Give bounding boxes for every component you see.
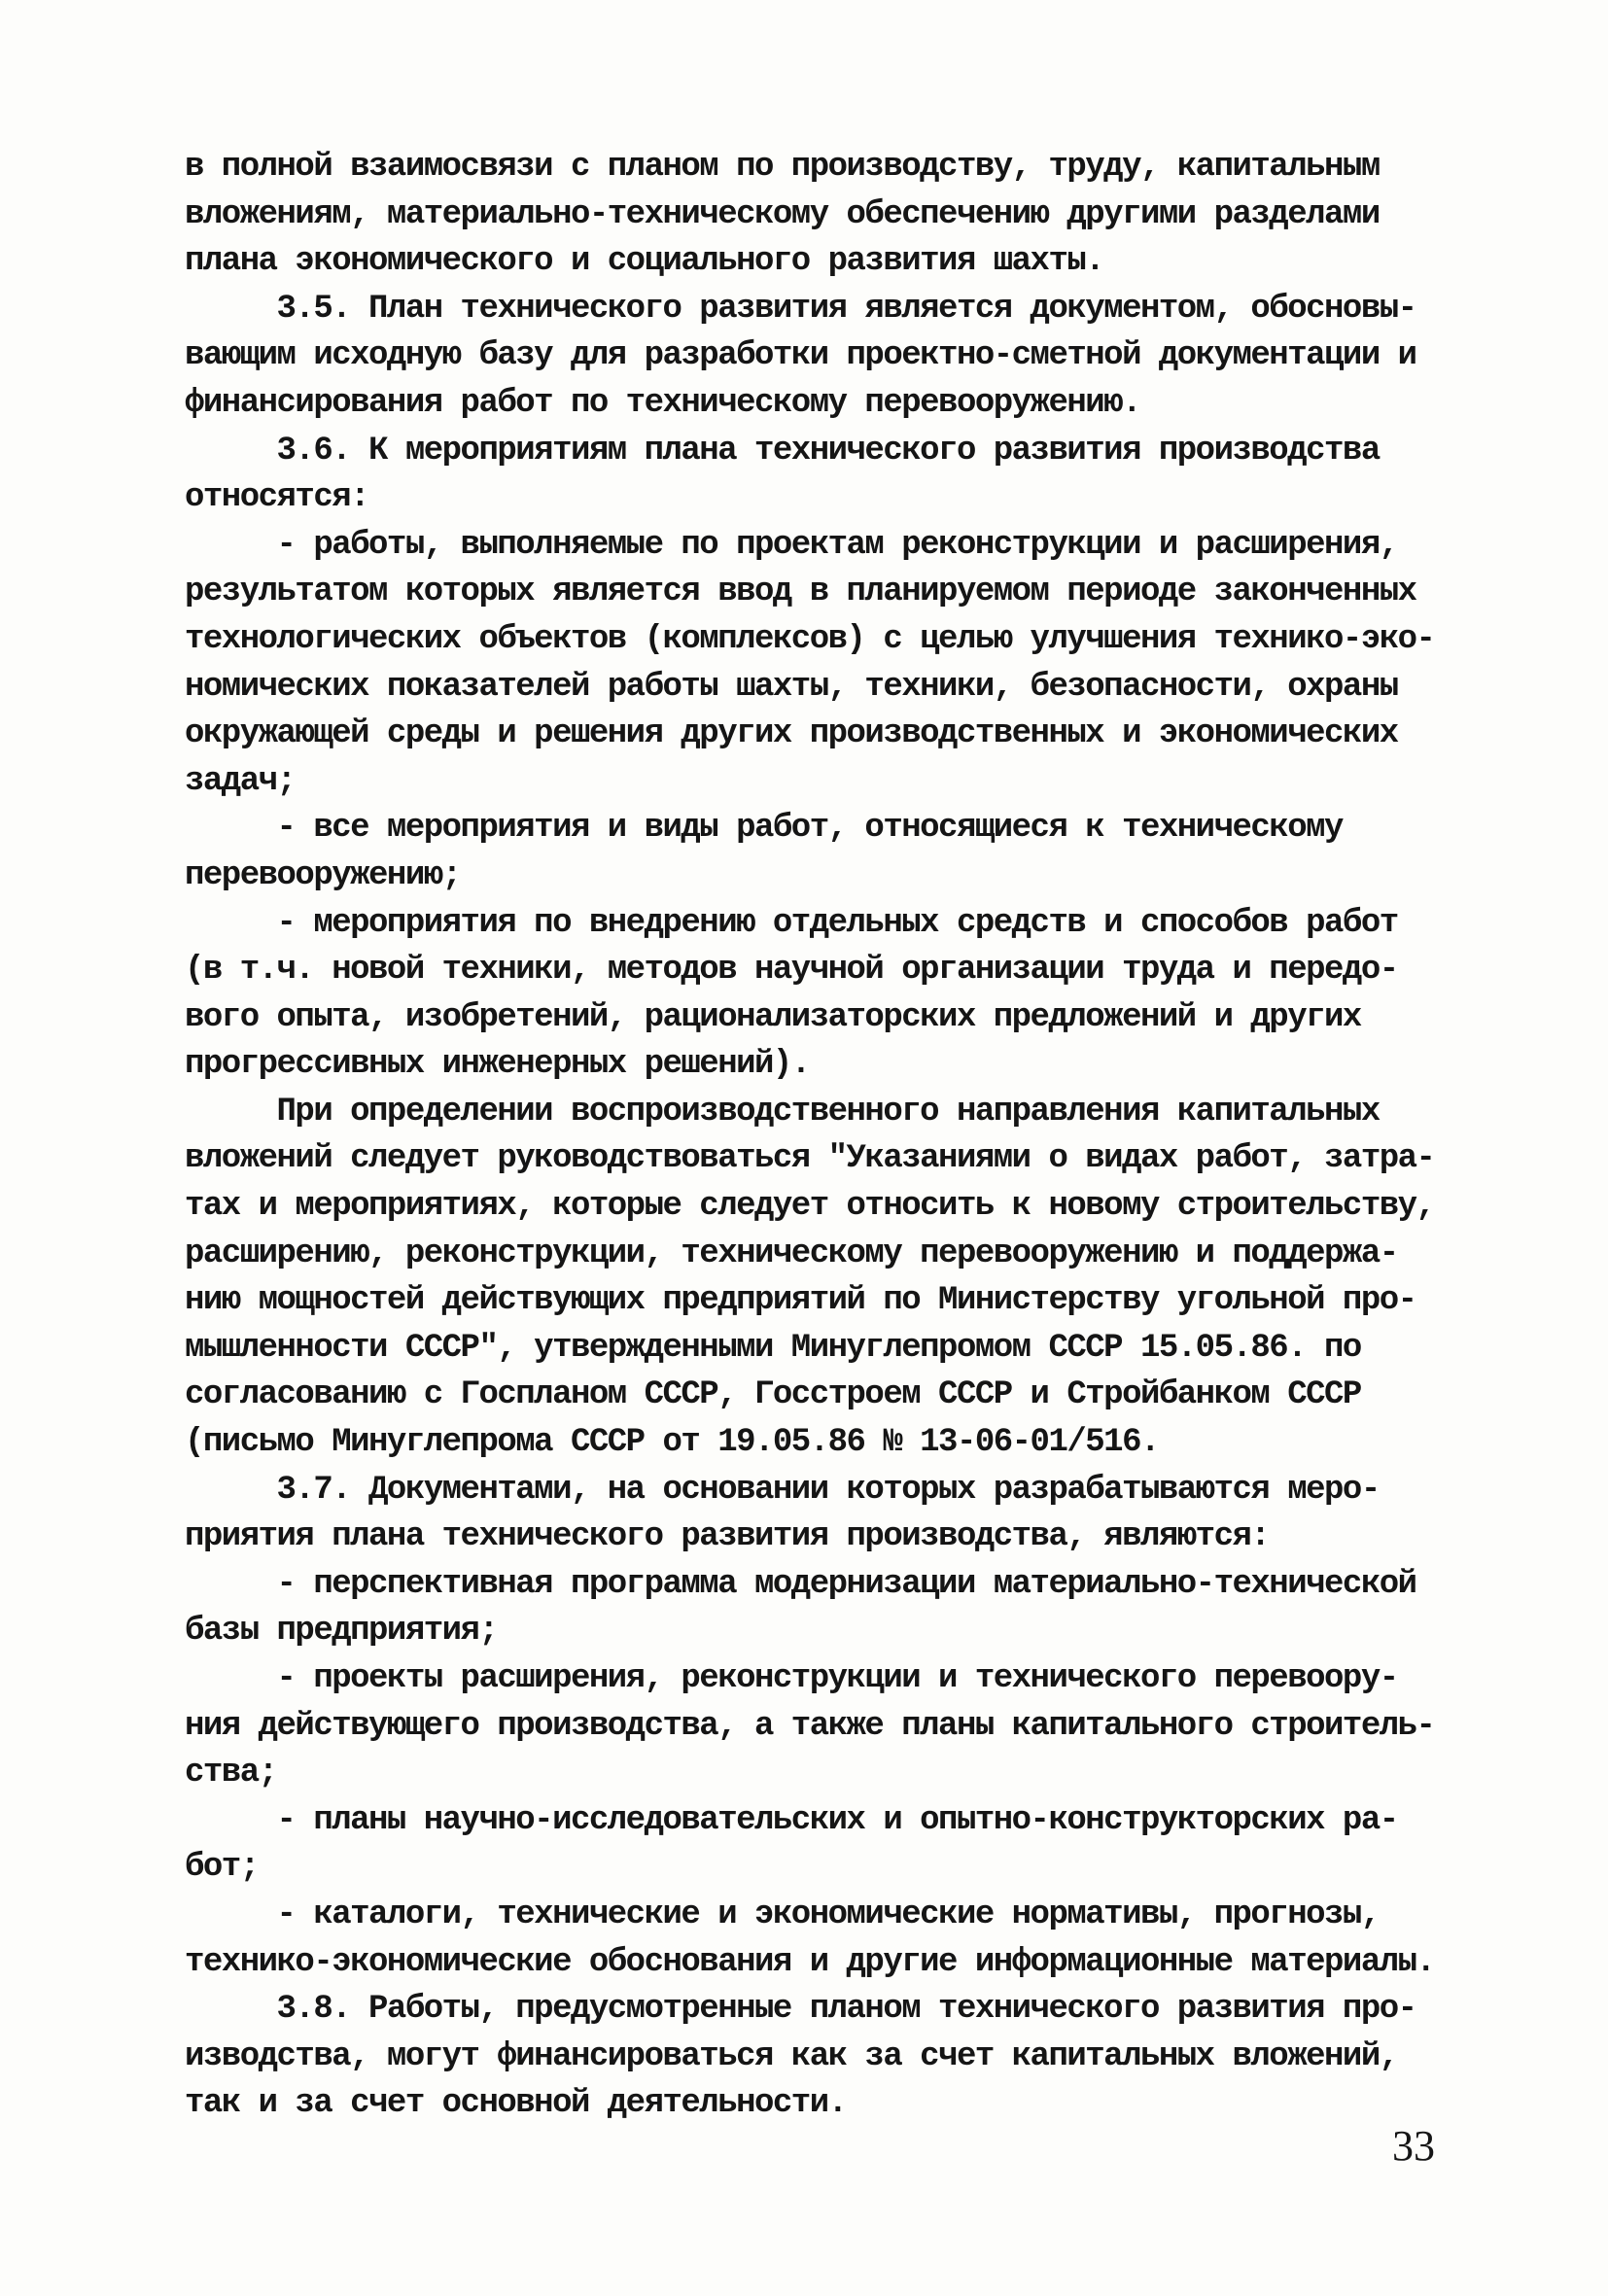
text-line: плана экономического и социального развития шахты. (185, 243, 1104, 281)
text-line: окружающей среды и решения других производственных и экономических (185, 715, 1398, 753)
text-line: ства; (185, 1755, 277, 1792)
text-line: перевооружению; (185, 856, 461, 894)
text-line: бот; (185, 1849, 259, 1887)
text-line: 3.7. Документами, на основании которых разрабатываются меро- (185, 1471, 1380, 1509)
text-line: - работы, выполняемые по проектам реконструкции и расширения, (185, 526, 1398, 564)
text-line: расширению, реконструкции, техническому перевооружению и поддержа- (185, 1235, 1398, 1272)
text-line: технико-экономические обоснования и другие информационные материалы. (185, 1943, 1435, 1981)
text-line: изводства, могут финансироваться как за счет капитальных вложений, (185, 2037, 1398, 2075)
text-line: 3.5. План технического развития является документом, обосновы- (185, 290, 1416, 328)
text-line: тах и мероприятиях, которые следует относить к новому строительству, (185, 1188, 1435, 1226)
text-line: вого опыта, изобретений, рационализаторских предложений и других (185, 998, 1361, 1036)
text-line: ния действующего производства, а также планы капитального строитель- (185, 1707, 1435, 1745)
text-line: согласованию с Госпланом СССР, Госстроем СССР и Стройбанком СССР (185, 1376, 1361, 1414)
text-line: финансирования работ по техническому перевооружению. (185, 384, 1140, 422)
text-line: номических показателей работы шахты, техники, безопасности, охраны (185, 668, 1398, 706)
text-line: 3.6. К мероприятиям плана технического развития производства (185, 432, 1380, 470)
text-line: базы предприятия; (185, 1613, 498, 1651)
text-line: - все мероприятия и виды работ, относящиеся к техническому (185, 810, 1343, 848)
text-line: 3.8. Работы, предусмотренные планом технического развития про- (185, 1991, 1416, 2029)
text-line: прогрессивных инженерных решений). (185, 1046, 810, 1084)
text-line: - планы научно-исследовательских и опытно-конструкторских ра- (185, 1801, 1398, 1839)
text-line: задач; (185, 762, 296, 800)
text-line: - каталоги, технические и экономические нормативы, прогнозы, (185, 1896, 1380, 1933)
text-line: относятся: (185, 479, 369, 517)
document-body (185, 144, 1507, 2128)
text-line: вающим исходную базу для разработки проектно-сметной документации и (185, 337, 1416, 375)
text-line: - проекты расширения, реконструкции и технического перевоору- (185, 1660, 1398, 1697)
text-line: технологических объектов (комплексов) с целью улучшения технико-эко- (185, 620, 1435, 658)
text-line: так и за счет основной деятельности. (185, 2085, 847, 2123)
text-line: в полной взаимосвязи с планом по производству, труду, капитальным (185, 149, 1380, 186)
text-line: - мероприятия по внедрению отдельных средств и способов работ (185, 904, 1398, 942)
text-line: нию мощностей действующих предприятий по Министерству угольной про- (185, 1282, 1416, 1320)
text-line: вложениям, материально-техническому обеспечению другими разделами (185, 195, 1380, 233)
text-line: вложений следует руководствоваться "Указаниями о видах работ, затра- (185, 1140, 1435, 1178)
page-number: 33 (1392, 2122, 1435, 2170)
text-line: приятия плана технического развития производства, являются: (185, 1518, 1270, 1556)
text-line: результатом которых является ввод в планируемом периоде законченных (185, 574, 1416, 611)
text-line: (письмо Минуглепрома СССР от 19.05.86 № 13-06-01/516. (185, 1424, 1159, 1462)
text-line: - перспективная программа модернизации материально-технической (185, 1565, 1416, 1603)
text-line: При определении воспроизводственного направления капитальных (185, 1093, 1380, 1131)
text-line: (в т.ч. новой техники, методов научной организации труда и передо- (185, 952, 1398, 990)
text-line: мышленности СССР", утвержденными Минуглепромом СССР 15.05.86. по (185, 1329, 1361, 1367)
